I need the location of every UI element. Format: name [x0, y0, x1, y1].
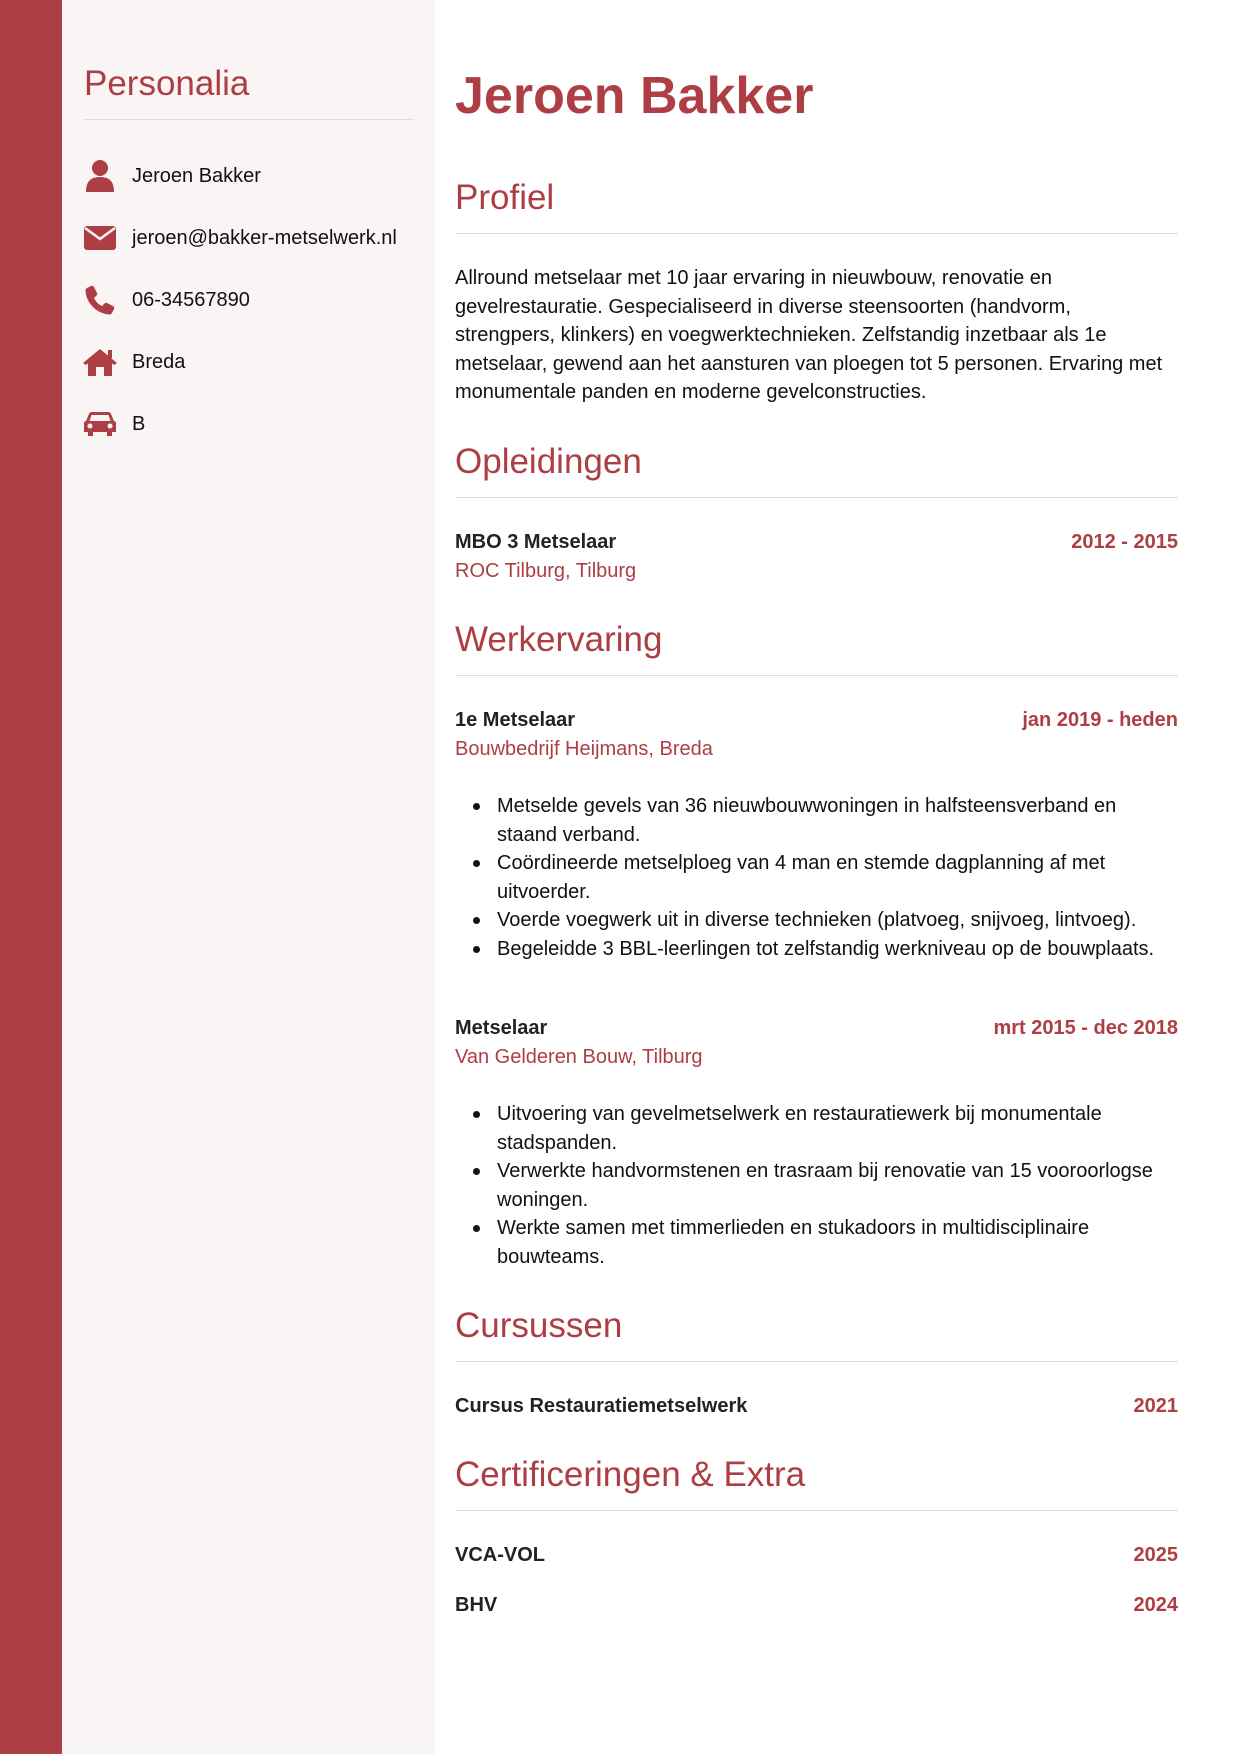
education-institution: ROC Tilburg, Tilburg	[455, 560, 637, 582]
job-title: Metselaar	[455, 1017, 548, 1039]
contact-name-text: Jeroen Bakker	[132, 164, 261, 187]
list-item: Uitvoering van gevelmetselwerk en restauratiewerk bij monumentale stadspanden.	[497, 1100, 1175, 1157]
list-item: Begeleidde 3 BBL-leerlingen tot zelfstandig werkniveau op de bouwplaats.	[497, 935, 1175, 964]
job-employer: Bouwbedrijf Heijmans, Breda	[455, 738, 713, 760]
sidebar-title: Personalia	[84, 64, 250, 103]
user-icon	[80, 158, 120, 194]
education-title: MBO 3 Metselaar	[455, 531, 617, 553]
job-date: jan 2019 - heden	[1022, 709, 1178, 731]
section-title-profile: Profiel	[455, 178, 555, 217]
contact-phone-text[interactable]: 06-34567890	[132, 288, 250, 311]
job-date: mrt 2015 - dec 2018	[993, 1017, 1178, 1039]
phone-icon	[80, 282, 120, 318]
job-bullets	[455, 1100, 1175, 1271]
section-divider	[455, 497, 1178, 498]
section-divider	[455, 233, 1178, 234]
contact-list	[80, 145, 425, 455]
certification-date: 2025	[1133, 1544, 1178, 1566]
contact-location	[80, 331, 425, 393]
list-item: Metselde gevels van 36 nieuwbouwwoningen in halfsteensverband en staand verband.	[497, 792, 1175, 849]
job-title: 1e Metselaar	[455, 709, 576, 731]
profile-text: Allround metselaar met 10 jaar ervaring in nieuwbouw, renovatie en gevelrestauratie. Gespecialiseerd in diverse steensoorten (handvorm, strengpers, klinkers) en voegwerktechnieken. Zelfstandig inzetbaar als 1e metselaar, gewend aan het aansturen van ploegen tot 5 personen. Ervaring met monumentale panden en moderne gevelconstructies.	[455, 267, 1163, 403]
course-date: 2021	[1133, 1395, 1178, 1417]
envelope-icon	[80, 220, 120, 256]
contact-email[interactable]	[80, 207, 425, 269]
sidebar-divider	[84, 119, 414, 120]
list-item: Coördineerde metselploeg van 4 man en stemde dagplanning af met uitvoerder.	[497, 849, 1175, 906]
contact-drivers-license	[80, 393, 425, 455]
contact-location-text: Breda	[132, 350, 186, 373]
car-icon	[80, 406, 120, 442]
section-title-experience: Werkervaring	[455, 620, 663, 659]
certification-title: VCA-VOL	[455, 1544, 545, 1566]
sidebar	[62, 0, 435, 1754]
education-date: 2012 - 2015	[1071, 531, 1178, 553]
contact-drivers-license-text: B	[132, 412, 146, 435]
list-item: Voerde voegwerk uit in diverse technieken (platvoeg, snijvoeg, lintvoeg).	[497, 906, 1175, 935]
course-title: Cursus Restauratiemetselwerk	[455, 1395, 748, 1417]
contact-email-text[interactable]: jeroen@bakker-metselwerk.nl	[132, 226, 397, 249]
section-title-certifications: Certificeringen & Extra	[455, 1455, 806, 1494]
list-item: Werkte samen met timmerlieden en stukadoors in multidisciplinaire bouwteams.	[497, 1214, 1175, 1271]
section-title-education: Opleidingen	[455, 442, 642, 481]
section-title-courses: Cursussen	[455, 1306, 623, 1345]
certification-title: BHV	[455, 1594, 498, 1616]
certification-date: 2024	[1133, 1594, 1178, 1616]
section-divider	[455, 1361, 1178, 1362]
candidate-name: Jeroen Bakker	[455, 67, 814, 125]
contact-phone[interactable]	[80, 269, 425, 331]
home-icon	[80, 344, 120, 380]
contact-name	[80, 145, 425, 207]
job-bullets	[455, 792, 1175, 963]
job-employer: Van Gelderen Bouw, Tilburg	[455, 1046, 703, 1068]
section-divider	[455, 675, 1178, 676]
section-divider	[455, 1510, 1178, 1511]
list-item: Verwerkte handvormstenen en trasraam bij renovatie van 15 vooroorlogse woningen.	[497, 1157, 1175, 1214]
accent-bar	[0, 0, 62, 1754]
